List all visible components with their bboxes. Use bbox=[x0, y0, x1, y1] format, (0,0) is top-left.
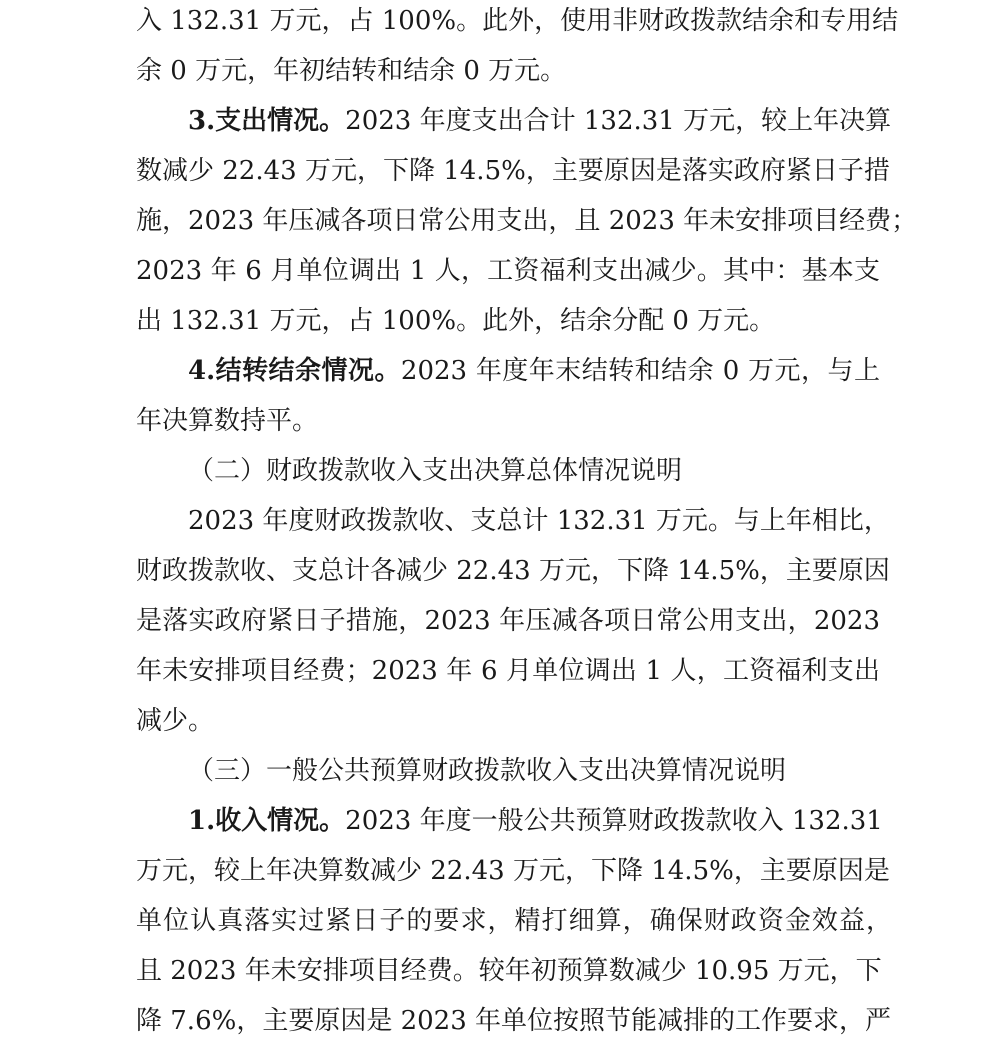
text-line: 是落实政府紧日子措施，2023 年压减各项日常公用支出，2023 bbox=[136, 606, 880, 636]
text-line: 2023 年 6 月单位调出 1 人，工资福利支出减少。其中：基本支 bbox=[136, 256, 880, 286]
bold-heading: 4.结转结余情况。 bbox=[188, 356, 401, 386]
bold-heading: 1.收入情况。 bbox=[188, 806, 346, 836]
text-line: 施，2023 年压减各项日常公用支出，且 2023 年未安排项目经费； bbox=[136, 206, 918, 236]
text-line: 出 132.31 万元，占 100%。此外，结余分配 0 万元。 bbox=[136, 306, 776, 336]
section-heading-carryover: 4.结转结余情况。2023 年度年末结转和结余 0 万元，与上 bbox=[188, 356, 880, 386]
text-line: 降 7.6%，主要原因是 2023 年单位按照节能减排的工作要求，严 bbox=[136, 1006, 892, 1036]
bold-heading: 3.支出情况。 bbox=[188, 106, 346, 136]
text-line: 财政拨款收、支总计各减少 22.43 万元，下降 14.5%，主要原因 bbox=[136, 556, 890, 586]
section-heading-income: 1.收入情况。2023 年度一般公共预算财政拨款收入 132.31 bbox=[188, 806, 883, 836]
text-line: 减少。 bbox=[136, 706, 215, 736]
text-line: 万元，较上年决算数减少 22.43 万元，下降 14.5%，主要原因是 bbox=[136, 856, 890, 886]
text-line: 数减少 22.43 万元，下降 14.5%，主要原因是落实政府紧日子措 bbox=[136, 156, 890, 186]
section-title-fiscal-overview: （二）财政拨款收入支出决算总体情况说明 bbox=[188, 456, 683, 486]
section-heading-expenditure: 3.支出情况。2023 年度支出合计 132.31 万元，较上年决算 bbox=[188, 106, 892, 136]
text-line: 单位认真落实过紧日子的要求，精打细算，确保财政资金效益， bbox=[136, 906, 892, 936]
text-line: 且 2023 年未安排项目经费。较年初预算数减少 10.95 万元，下 bbox=[136, 956, 882, 986]
text-line: 入 132.31 万元，占 100%。此外，使用非财政拨款结余和专用结 bbox=[136, 6, 899, 36]
text-line: 2023 年度财政拨款收、支总计 132.31 万元。与上年相比， bbox=[188, 506, 890, 536]
text-line: 余 0 万元，年初结转和结余 0 万元。 bbox=[136, 56, 567, 86]
text-line: 年决算数持平。 bbox=[136, 406, 319, 436]
section-title-general-budget: （三）一般公共预算财政拨款收入支出决算情况说明 bbox=[188, 756, 787, 786]
text-line: 年未安排项目经费；2023 年 6 月单位调出 1 人，工资福利支出 bbox=[136, 656, 880, 686]
